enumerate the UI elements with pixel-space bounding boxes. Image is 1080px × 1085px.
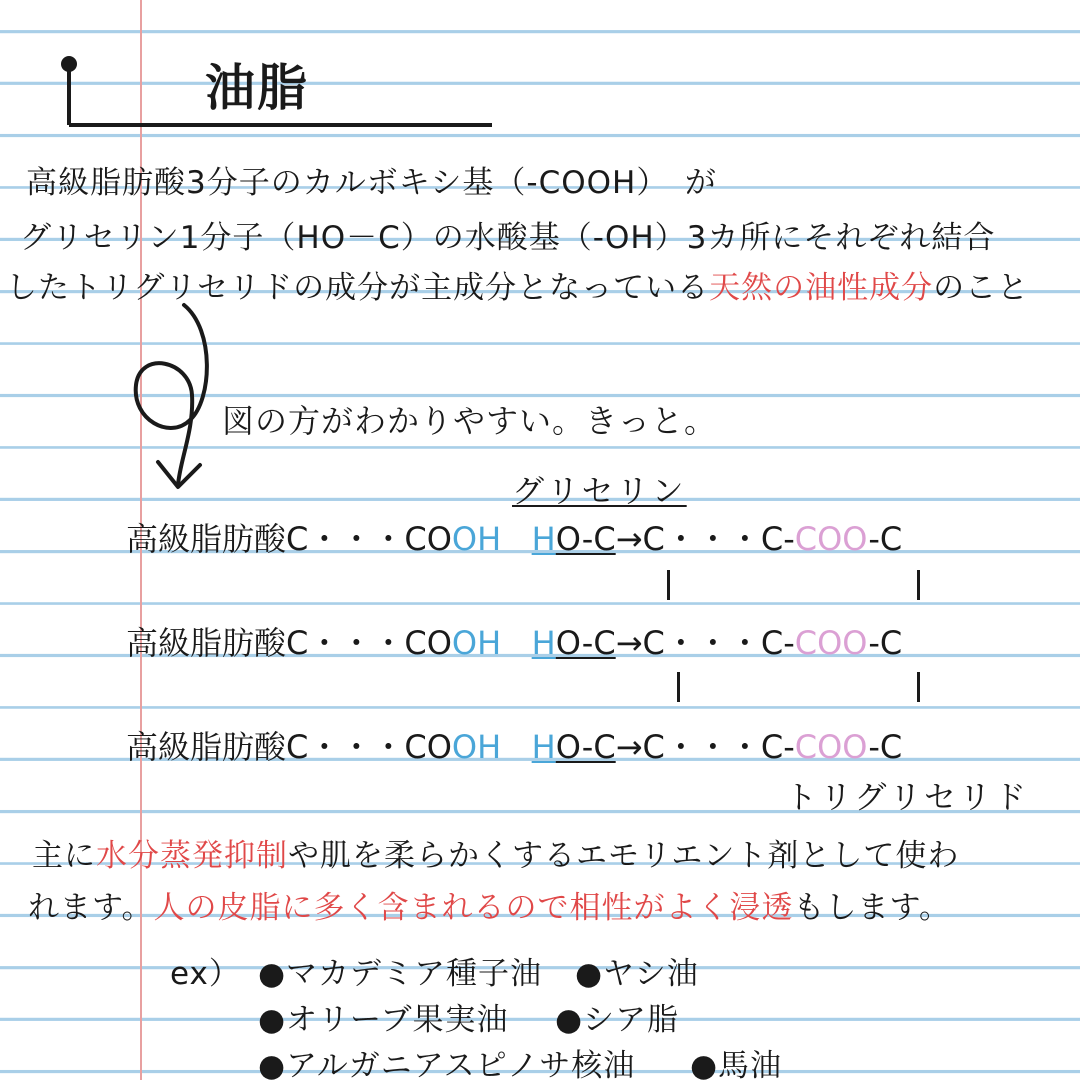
- usage-pre: 主に: [32, 838, 96, 874]
- bond-line: [917, 672, 920, 702]
- bond-line: [667, 570, 670, 600]
- hydrogen-atom: H: [531, 728, 556, 766]
- definition-line-3-pre: したトリグリセリドの成分が主成分となっている: [6, 270, 710, 306]
- reaction-row-1: [126, 514, 902, 560]
- usage-highlight: 人の皮脂に多く含まれるので相性がよく浸透: [153, 890, 794, 926]
- glycerin-oc: O-C: [555, 624, 616, 662]
- carbon-chain: →C・・・C-: [615, 728, 795, 766]
- hydroxyl-group: OH: [451, 728, 502, 766]
- definition-line-3: [6, 262, 1029, 307]
- triglyceride-label: トリグリセリド: [785, 778, 1030, 816]
- handwritten-note: 図の方がわかりやすい。きっと。: [222, 402, 718, 440]
- hydrogen-atom: H: [531, 624, 556, 662]
- hydroxyl-group: OH: [451, 624, 502, 662]
- usage-line-1: [32, 830, 959, 875]
- ester-group: COO: [794, 728, 869, 766]
- carbon-chain: →C・・・C-: [615, 520, 795, 558]
- definition-line-2: グリセリン1分子（HO－C）の水酸基（-OH）3カ所にそれぞれ結合: [20, 220, 996, 256]
- chain-end: -C: [868, 520, 903, 558]
- usage-line-2: [28, 882, 951, 927]
- fatty-acid-chain: 高級脂肪酸C・・・CO: [126, 520, 452, 558]
- hydroxyl-group: OH: [451, 520, 502, 558]
- definition-line-3-post: のこと: [933, 270, 1030, 306]
- example-item: ●ヤシ油: [575, 956, 699, 992]
- fatty-acid-chain: 高級脂肪酸C・・・CO: [126, 728, 452, 766]
- bond-line: [677, 672, 680, 702]
- ester-group: COO: [794, 520, 869, 558]
- example-item: ●マカデミア種子油: [258, 956, 543, 992]
- chain-end: -C: [868, 624, 903, 662]
- reaction-row-3: [126, 722, 902, 768]
- glycerin-label: グリセリン: [512, 472, 687, 510]
- chain-end: -C: [868, 728, 903, 766]
- example-item: ●シア脂: [555, 1002, 680, 1038]
- usage-highlight: 水分蒸発抑制: [96, 838, 288, 874]
- curly-arrow-icon: [136, 305, 207, 485]
- usage-post: もします。: [793, 890, 952, 926]
- reaction-row-2: [126, 618, 902, 664]
- page-title: 油脂: [205, 59, 309, 117]
- example-item: ●オリーブ果実油: [258, 1002, 509, 1038]
- usage-post: や肌を柔らかくするエモリエント剤として使わ: [288, 838, 960, 874]
- carbon-chain: →C・・・C-: [615, 624, 795, 662]
- ester-group: COO: [794, 624, 869, 662]
- glycerin-oc: O-C: [555, 520, 616, 558]
- usage-pre: れます。: [28, 890, 154, 926]
- definition-line-1: 高級脂肪酸3分子のカルボキシ基（-COOH） が: [26, 165, 717, 201]
- example-item: ●馬油: [690, 1048, 783, 1084]
- fatty-acid-chain: 高級脂肪酸C・・・CO: [126, 624, 452, 662]
- hydrogen-atom: H: [531, 520, 556, 558]
- glycerin-oc: O-C: [555, 728, 616, 766]
- examples-label: ex）: [170, 956, 241, 992]
- definition-highlight: 天然の油性成分: [709, 270, 934, 306]
- example-item: ●アルガニアスピノサ核油: [258, 1048, 636, 1084]
- bond-line: [917, 570, 920, 600]
